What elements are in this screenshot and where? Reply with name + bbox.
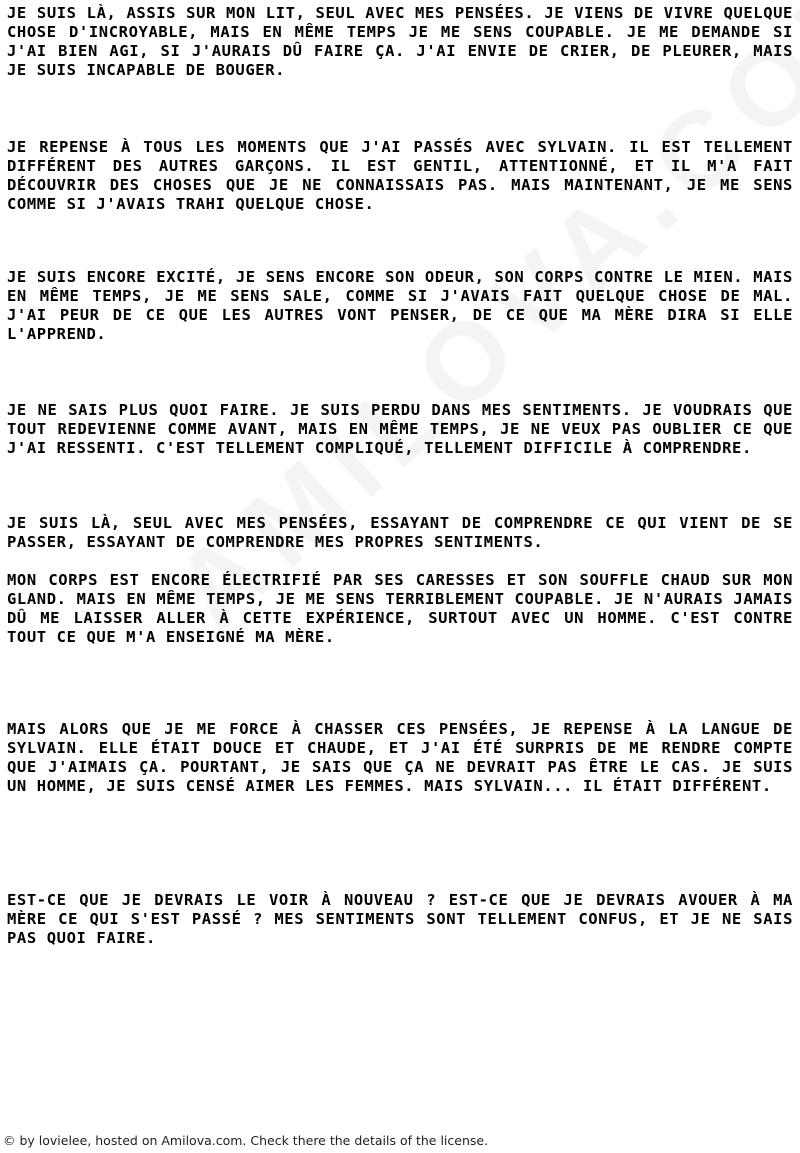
paragraph-5: JE SUIS LÀ, SEUL AVEC MES PENSÉES, ESSAYANT DE COMPRENDRE CE QUI VIENT DE SE PASSER, ESSAYANT DE COMPRENDRE MES PROPRES SENTIMENTS. <box>7 514 793 551</box>
paragraph-3: JE SUIS ENCORE EXCITÉ, JE SENS ENCORE SON ODEUR, SON CORPS CONTRE LE MIEN. MAIS EN MÊME TEMPS, JE ME SENS SALE, COMME SI J'AVAIS FAIT QUELQUE CHOSE DE MAL. J'AI PEUR DE CE QUE LES AUTRES VONT PENSER, DE CE QUE MA MÈRE DIRA SI ELLE L'APPREND. <box>7 268 793 343</box>
paragraph-4: JE NE SAIS PLUS QUOI FAIRE. JE SUIS PERDU DANS MES SENTIMENTS. JE VOUDRAIS QUE TOUT REDEVIENNE COMME AVANT, MAIS EN MÊME TEMPS, JE NE VEUX PAS OUBLIER CE QUE J'AI RESSENTI. C'EST TELLEMENT COMPLIQUÉ, TELLEMENT DIFFICILE À COMPRENDRE. <box>7 401 793 457</box>
paragraph-2: JE REPENSE À TOUS LES MOMENTS QUE J'AI PASSÉS AVEC SYLVAIN. IL EST TELLEMENT DIFFÉRENT DES AUTRES GARÇONS. IL EST GENTIL, ATTENTIONNÉ, ET IL M'A FAIT DÉCOUVRIR DES CHOSES QUE JE NE CONNAISSAIS PAS. MAIS MAINTENANT, JE ME SENS COMME SI J'AVAIS TRAHI QUELQUE CHOSE. <box>7 138 793 213</box>
paragraph-6: MON CORPS EST ENCORE ÉLECTRIFIÉ PAR SES CARESSES ET SON SOUFFLE CHAUD SUR MON GLAND. MAIS EN MÊME TEMPS, JE ME SENS TERRIBLEMENT COUPABLE. JE N'AURAIS JAMAIS DÛ ME LAISSER ALLER À CETTE EXPÉRIENCE, SURTOUT AVEC UN HOMME. C'EST CONTRE TOUT CE QUE M'A ENSEIGNÉ MA MÈRE. <box>7 571 793 646</box>
paragraph-1: JE SUIS LÀ, ASSIS SUR MON LIT, SEUL AVEC MES PENSÉES. JE VIENS DE VIVRE QUELQUE CHOSE D'INCROYABLE, MAIS EN MÊME TEMPS JE ME SENS COUPABLE. JE ME DEMANDE SI J'AI BIEN AGI, SI J'AURAIS DÛ FAIRE ÇA. J'AI ENVIE DE CRIER, DE PLEURER, MAIS JE SUIS INCAPABLE DE BOUGER. <box>7 4 793 79</box>
paragraph-8: EST-CE QUE JE DEVRAIS LE VOIR À NOUVEAU ? EST-CE QUE JE DEVRAIS AVOUER À MA MÈRE CE QUI S'EST PASSÉ ? MES SENTIMENTS SONT TELLEMENT CONFUS, ET JE NE SAIS PAS QUOI FAIRE. <box>7 891 793 947</box>
license-footer: © by lovielee, hosted on Amilova.com. Check there the details of the license. <box>3 1133 489 1148</box>
paragraph-7: MAIS ALORS QUE JE ME FORCE À CHASSER CES PENSÉES, JE REPENSE À LA LANGUE DE SYLVAIN. ELLE ÉTAIT DOUCE ET CHAUDE, ET J'AI ÉTÉ SURPRIS DE ME RENDRE COMPTE QUE J'AIMAIS ÇA. POURTANT, JE SAIS QUE ÇA NE DEVRAIT PAS ÊTRE LE CAS. JE SUIS UN HOMME, JE SUIS CENSÉ AIMER LES FEMMES. MAIS SYLVAIN... IL ÉTAIT DIFFÉRENT. <box>7 720 793 795</box>
